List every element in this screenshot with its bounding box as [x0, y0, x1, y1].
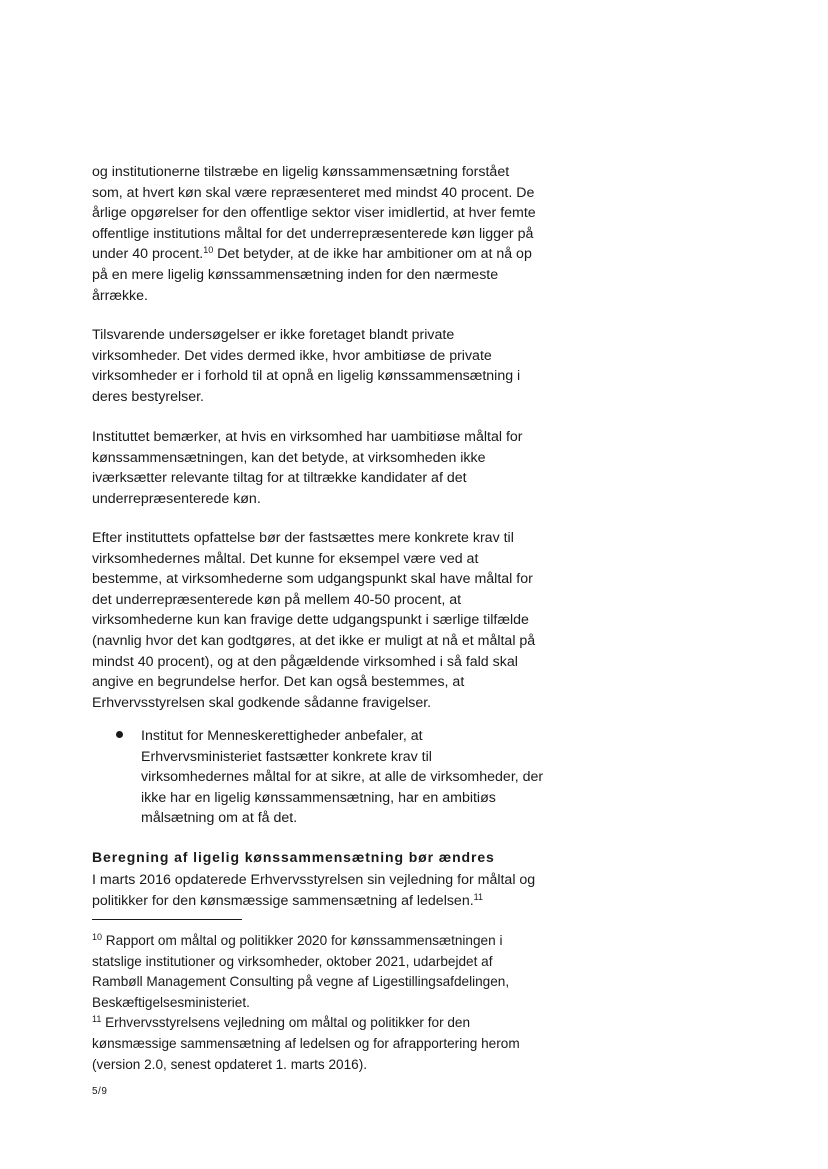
text-line: det underrepræsenterede køn på mellem 40-50 procent, at [92, 591, 462, 608]
text-fragment: Erhvervsstyrelsens vejledning om måltal og politikker for den [101, 1015, 471, 1031]
text-line: Institut for Menneskerettigheder anbefaler, at [141, 728, 423, 744]
text-line: årrække. [92, 287, 148, 304]
text-line: på en mere ligelig kønssammensætning inden for den nærmeste [92, 266, 499, 283]
paragraph-4 [92, 528, 572, 713]
recommendation-text [141, 726, 581, 829]
footnotes [92, 931, 572, 1075]
text-line: deres bestyrelser. [92, 388, 204, 405]
text-line: ikke har en ligelig kønssammensætning, har en ambitiøs [141, 789, 496, 806]
text-line: bestemme, at virksomhederne som udgangspunkt skal have måltal for [92, 571, 533, 588]
text-line: Erhvervsstyrelsen skal godkende sådanne fravigelser. [92, 694, 432, 711]
footnote-ref-11: 11 [473, 891, 483, 902]
text-line: Beskæftigelsesministeriet. [92, 994, 250, 1010]
text-line: offentlige institutions måltal for det underrepræsenterede køn ligger på [92, 225, 534, 242]
text-line: virksomhedernes måltal for at sikre, at alle de virksomheder, der [141, 769, 544, 786]
text-fragment: under 40 procent. [92, 246, 204, 263]
footnote-11 [92, 1013, 572, 1075]
footnote-ref-10: 10 [203, 245, 214, 256]
text-fragment: politikker for den kønsmæssige sammensætning af ledelsen. [92, 892, 474, 909]
text-line [92, 931, 572, 952]
bullet-icon [116, 731, 123, 738]
text-line [92, 891, 572, 912]
paragraph-1 [92, 162, 572, 306]
paragraph-5 [92, 870, 572, 911]
footnote-10 [92, 931, 572, 1013]
paragraph-3 [92, 427, 572, 509]
text-line: virksomhedernes måltal. Det kunne for eksempel være ved at [92, 550, 479, 567]
text-line: statslige institutioner og virksomheder, oktober 2021, udarbejdet af [92, 953, 493, 969]
text-line: (navnlig hvor det kan godtgøres, at det ikke er muligt at nå et måltal på [92, 632, 536, 649]
text-line: og institutionerne tilstræbe en ligelig kønssammensætning forstået [92, 164, 510, 180]
text-line: Tilsvarende undersøgelser er ikke foretaget blandt private [92, 327, 455, 343]
text-fragment: Rapport om måltal og politikker 2020 for kønssammensætningen i [102, 933, 503, 948]
text-line: underrepræsenterede køn. [92, 490, 261, 507]
text-line: Efter instituttets opfattelse bør der fastsættes mere konkrete krav til [92, 530, 514, 546]
text-line: som, at hvert køn skal være repræsenteret med mindst 40 procent. De [92, 184, 535, 201]
text-line: iværksætter relevante tiltag for at tiltrække kandidater af det [92, 470, 467, 487]
text-line [92, 244, 572, 265]
text-line: angive en begrundelse herfor. Det kan også bestemmes, at [92, 674, 465, 691]
text-line [92, 1013, 572, 1034]
footnote-number: 10 [92, 932, 103, 942]
text-line: virksomhederne kun kan fravige dette udgangspunkt i særlige tilfælde [92, 612, 529, 629]
text-line: kønsmæssige sammensætning af ledelsen og for afrapportering herom [92, 1035, 520, 1051]
paragraph-2 [92, 325, 572, 407]
text-line: Instituttet bemærker, at hvis en virksomhed har uambitiøse måltal for [92, 429, 523, 445]
text-line: målsætning om at få det. [141, 810, 298, 827]
text-fragment: Det betyder, at de ikke har ambitioner om at nå op [213, 246, 532, 263]
text-line: virksomheder. Det vides dermed ikke, hvor ambitiøse de private [92, 347, 492, 364]
text-line: (version 2.0, senest opdateret 1. marts 2016). [92, 1056, 368, 1072]
text-line: kønssammensætningen, kan det betyde, at virksomheden ikke [92, 449, 486, 466]
footnote-separator [92, 919, 242, 920]
text-line: I marts 2016 opdaterede Erhvervsstyrelsen sin vejledning for måltal og [92, 872, 536, 888]
footnote-number: 11 [92, 1014, 102, 1025]
text-line: virksomheder er i forhold til at opnå en ligelig kønssammensætning i [92, 368, 521, 385]
section-heading: Beregning af ligelig kønssammensætning bør ændres [92, 849, 495, 865]
text-line: Rambøll Management Consulting på vegne af Ligestillingsafdelingen, [92, 974, 510, 990]
text-line: mindst 40 procent), og at den pågældende virksomhed i så fald skal [92, 653, 518, 670]
page-number: 5/9 [92, 1086, 108, 1097]
text-line: Erhvervsministeriet fastsætter konkrete krav til [141, 748, 432, 765]
text-line: årlige opgørelser for den offentlige sektor viser imidlertid, at hver femte [92, 205, 536, 222]
